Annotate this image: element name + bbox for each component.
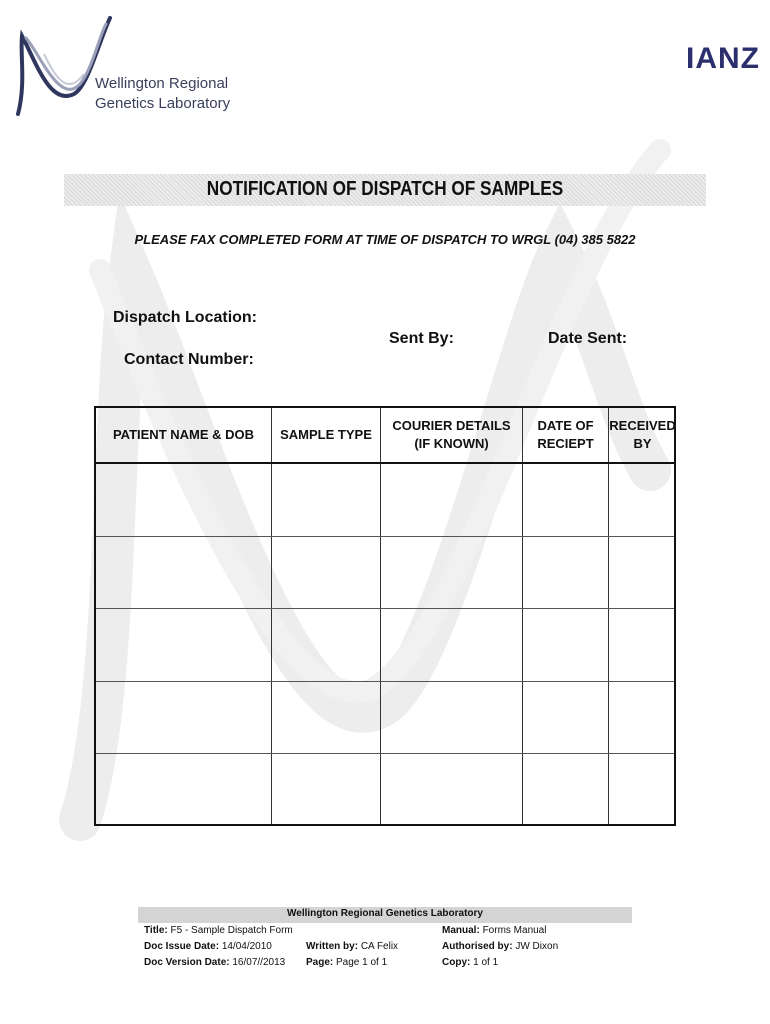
footer-manual-label: Manual: (442, 925, 480, 936)
fax-instruction: PLEASE FAX COMPLETED FORM AT TIME OF DISPATCH TO WRGL (04) 385 5822 (134, 232, 636, 247)
org-name-line2: Genetics Laboratory (95, 95, 231, 112)
footer-issue-value: 14/04/2010 (221, 941, 272, 952)
sent-by-label: Sent By: (389, 330, 454, 347)
table-col-divider (271, 408, 272, 824)
ianz-logo: IANZ (686, 42, 760, 75)
footer-written-value: CA Felix (360, 941, 399, 952)
footer-title-label: Title: (144, 925, 168, 936)
table-row-divider (96, 681, 674, 682)
footer-copy-label: Copy: (442, 957, 471, 968)
footer-written-line (306, 939, 398, 955)
header-patient-name (96, 408, 271, 462)
wrgl-logo-icon (14, 14, 214, 132)
table-row-divider (96, 536, 674, 537)
footer-manual-line (442, 923, 558, 939)
footer-manual-value: Forms Manual (482, 925, 547, 936)
footer-authorised-value: JW Dixon (515, 941, 559, 952)
header-courier-line2: (IF KNOWN) (414, 436, 489, 451)
footer-authorised-label: Authorised by: (442, 941, 513, 952)
footer-issue-line (144, 939, 293, 955)
footer-copy-value: 1 of 1 (473, 957, 499, 968)
table-row-divider (96, 608, 674, 609)
contact-number-label: Contact Number: (124, 351, 254, 368)
footer-copy-line (442, 955, 558, 971)
footer-col-middle (306, 939, 398, 971)
header-received-line2: BY (633, 436, 652, 451)
header-received-by (609, 408, 676, 462)
footer-page-value: Page 1 of 1 (336, 957, 388, 968)
dispatch-location-label: Dispatch Location: (113, 309, 258, 326)
footer-col-right (442, 923, 558, 971)
footer-page-label: Page: (306, 957, 334, 968)
footer-issue-label: Doc Issue Date: (144, 941, 220, 952)
header-courier-details (381, 408, 522, 462)
header-sample-type (272, 408, 380, 462)
header-date-line2: RECIEPT (537, 436, 594, 451)
table-header-divider (96, 462, 674, 464)
table-col-divider (608, 408, 609, 824)
dispatch-table (94, 406, 676, 826)
header-sample-type-text: SAMPLE TYPE (280, 427, 372, 442)
header-courier-line1: COURIER DETAILS (392, 418, 511, 433)
footer-title-value: F5 - Sample Dispatch Form (170, 925, 293, 936)
footer-authorised-line (442, 939, 558, 955)
footer-page-line (306, 955, 398, 971)
org-name-line1: Wellington Regional (95, 75, 229, 92)
table-col-divider (380, 408, 381, 824)
header-patient-name-text: PATIENT NAME & DOB (112, 427, 255, 442)
footer-col-left (144, 923, 293, 971)
logo-text (95, 74, 230, 114)
table-row-divider (96, 753, 674, 754)
footer-version-value: 16/07//2013 (232, 957, 286, 968)
footer-version-label: Doc Version Date: (144, 957, 230, 968)
header-received-line1: RECEIVED (609, 418, 676, 433)
footer-version-line (144, 955, 293, 971)
footer-title-line (144, 923, 293, 939)
header-date-line1: DATE OF (537, 418, 594, 433)
footer-org: Wellington Regional Genetics Laboratory (287, 908, 483, 919)
form-title: NOTIFICATION OF DISPATCH OF SAMPLES (206, 178, 564, 200)
date-sent-label: Date Sent: (548, 330, 628, 347)
footer-written-label: Written by: (306, 941, 359, 952)
table-col-divider (522, 408, 523, 824)
header-date-receipt (523, 408, 608, 462)
